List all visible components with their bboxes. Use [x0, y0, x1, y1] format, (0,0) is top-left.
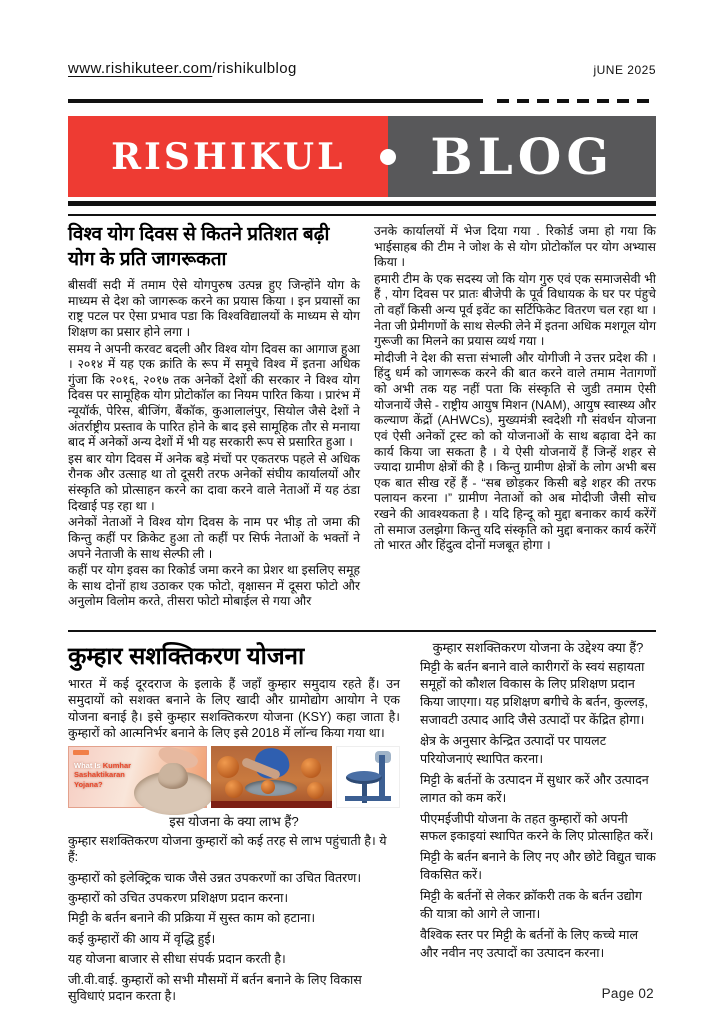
rule-dashed	[497, 99, 656, 103]
rule-thick	[68, 201, 656, 206]
clay-pot-shape	[301, 758, 321, 778]
article-yoga-day-title: विश्व योग दिवस से कितने प्रतिशत बढ़ी योग के प्रति जागरूकता	[68, 224, 330, 271]
article-kumhar-intro: भारत में कई दूरदराज के इलाके हैं जहाँ कुम्हार समुदाय रहते हैं। उन समुदायों को सशक्त बनाने के लिए खादी और ग्रामोद्योग आयोग ने एक योजना बनाई है। इसे कुम्हार सशक्तिकरण योजना (KSY) कहा जाता है। कुम्हारों को आत्मनिर्भर बनाने के लिए इसे 2018 में लॉन्च किया गया था।	[68, 677, 400, 740]
article-separator-rule	[68, 630, 656, 632]
benefit-item: कई कुम्हारों की आय में वृद्धि हुई।	[68, 931, 216, 946]
header-rule	[68, 99, 656, 103]
objectives-heading: कुम्हार सशक्तिकरण योजना के उद्देश्य क्या हैं?	[432, 640, 644, 655]
clay-pot-shape	[307, 782, 324, 799]
image-overlay-title	[74, 761, 131, 789]
paragraph: बीसवीं सदी में तमाम ऐसे योगपुरुष उत्पन्न हुए जिन्होंने योग के माध्यम से देश को जागरूक करने का प्रयास किया । इन प्रयासों का राष्ट्र पटल पर ऐसा प्रभाव पडा कि विश्वविद्यालयों के माध्यम से योग शिक्षण का प्रसार होने लगा ।	[68, 278, 360, 339]
image-electric-pottery-wheel-machine	[336, 746, 400, 808]
overlay-red-text-3: Yojana?	[74, 779, 103, 789]
benefit-item: मिट्टी के बर्तन बनाने की प्रक्रिया में सुस्त काम को हटाना।	[68, 911, 316, 926]
objective-item: मिट्टी के बर्तनों से लेकर क्रॉकरी तक के बर्तन उद्योग की यात्रा को आगे ले जाना।	[420, 889, 642, 921]
clay-pot-shape	[158, 763, 188, 789]
clay-pot-shape	[217, 756, 239, 778]
masthead-banner	[68, 116, 656, 197]
objective-item: मिट्टी के बर्तन बनाने वाले कारीगरों के स्वयं सहायता समूहों को कौशल विकास के लिए प्रशिक्षण प्रदान किया जाएगा। यह प्रशिक्षण बगीचे के बर्तन, कुल्लड़, सजावटी उत्पाद आदि जैसे उत्पादों पर केंद्रित होगा।	[420, 659, 649, 728]
image-footer-strip	[211, 801, 332, 808]
url-path: /rishikulblog	[212, 60, 297, 77]
article-yoga-day-right-column	[374, 222, 656, 630]
benefit-item: जी.वी.वाई. कुम्हारों को सभी मौसमों में बर्तन बनाने के लिए विकास सुविधाएं प्रदान करता है।	[68, 972, 362, 1003]
paragraph: हमारी टीम के एक सदस्य जो कि योग गुरु एवं एक समाजसेवी भी हैं , योग दिवस पर प्रातः बीजेपी के पूर्व विधायक के घर पर पंहुचे तो वहाँ किसी अन्य पूर्व इवेंट का सर्टिफिकेट वितरण चल रहा था । नेता जी प्रेमीगणों के साथ सेल्फी लेने में इतना अधिक मशगूल योग गुरूजी का मिलने का प्रयास व्यर्थ गया ।	[374, 271, 656, 349]
objective-item: वैश्विक स्तर पर मिट्टी के बर्तनों के लिए कच्चे माल और नवीन नए उत्पादों का उत्पादन करना।	[420, 927, 639, 960]
objective-item: मिट्टी के बर्तन बनाने के लिए नए और छोटे विद्युत चाक विकसित करें।	[420, 850, 656, 883]
blog-url-link[interactable]	[68, 60, 297, 77]
masthead-blog	[388, 116, 656, 197]
image-ksy-banner	[68, 746, 207, 808]
clay-pot-shape	[225, 780, 243, 798]
objective-item: मिट्टी के बर्तनों के उत्पादन में सुधार करें और उत्पादन लागत को कम करें।	[420, 772, 649, 805]
url-domain: www.rishikuteer.com	[68, 60, 213, 77]
article-kumhar-right-column	[420, 639, 656, 979]
masthead-dot-icon	[380, 149, 396, 165]
image-potter-making-pots	[211, 746, 332, 808]
benefit-item: कुम्हारों को उचित उपकरण प्रशिक्षण प्रदान करना।	[68, 891, 289, 906]
issue-date: jUNE 2025	[593, 63, 656, 77]
objective-item: पीएमईजीपी योजना के तहत कुम्हारों को अपनी सफल इकाइयां स्थापित करने के लिए प्रोत्साहित करें।	[420, 811, 654, 844]
overlay-red-text-1: Kumhar	[102, 761, 132, 770]
benefit-item: यह योजना बाजार से सीधा संपर्क प्रदान करती है।	[68, 952, 286, 967]
objective-item: क्षेत्र के अनुसार केन्द्रित उत्पादों पर पायलट परियोजनाएं स्थापित करना।	[420, 734, 607, 766]
clay-pot-shape	[261, 780, 275, 794]
paragraph: इस बार योग दिवस में अनेक बड़े मंचों पर एकतरफ पहले से अधिक रौनक और उत्साह था तो दूसरी तरफ अनेकों संघीय कार्यालयों और संस्कृति को प्रोत्साहन करने का दावा करने वाले नेताओं में यह ठंडा दिखाई पड़ रहा था ।	[68, 451, 360, 513]
rule-solid	[68, 99, 483, 103]
paragraph: अनेकों नेताओं ने विश्व योग दिवस के नाम पर भीड़ तो जमा की किन्तु कहीं पर क्रिकेट हुआ तो कहीं पर सिर्फ नेताओं के भक्तों ने अपने नेताजी के साथ सेल्फी ली ।	[68, 515, 360, 561]
benefit-item: कुम्हारों को इलेक्ट्रिक चाक जैसे उन्नत उपकरणों का उचित वितरण।	[68, 870, 362, 885]
overlay-red-text-2: Sashaktikaran	[74, 770, 125, 780]
page-header	[68, 60, 656, 77]
benefit-item: कुम्हार सशक्तिकरण योजना कुम्हारों को कई तरह से लाभ पहुंचाती है। ये हैं:	[68, 834, 387, 865]
paragraph: कहीं पर योग इवस का रिकोर्ड जमा करने का प्रेशर था इसलिए समूह के साथ दोनों हाथ उठाकर एक फोटो, वृक्षासन में दूसरा फोटो और अनुलोम विलोम करते, तीसरा फोटो मोबाईल से गया और	[68, 563, 360, 609]
paragraph: मोदीजी ने देश की सत्ता संभाली और योगीजी ने उत्तर प्रदेश की । हिंदु धर्म को जागरूक करने की बात करने वाले तमाम नेतागणों को अभी तक यह नहीं पता कि संस्कृति से जुडी तमाम ऐसी योजनायें जैसे - राष्ट्रीय आयुष मिशन (NAM), आयुष स्वास्थ्य और कल्याण केंद्रों (AHWCs), मुख्यमंत्री स्वदेशी गौ संवर्धन योजना एवं ऐसी अनेकों ट्रस्ट को को योजनाओं के साथ बढ़ावा देने का कार्य किया जा सकता है । ये ऐसी योजनायें हैं जिन्हें शहर से ज्यादा ग्रामीण क्षेत्रों की है । किन्तु ग्रामीण क्षेत्रों के लोग अभी बस एक बात सीख रहें हैं - “सब छोड़कर किसी बड़े शहर की तरफ पलायन करना ।” ग्रामीण नेताओं को अब मोदीजी जैसी सोच रखने की आवश्यकता है । यदि हिन्दू को मुद्दा बनाकर कार्य करेंगें तो समाज उलझेगा किन्तु यदि संस्कृति को मुद्दा बनाकर कार्य करेंगें तो भारत और हिंदुत्व दोनों मजबूत होगा ।	[374, 350, 656, 553]
overlay-white-text: What Is	[74, 761, 103, 770]
kvic-logo-icon	[73, 750, 89, 755]
machine-disc-shape	[346, 771, 382, 784]
masthead-rishikul-label: RISHIKUL	[111, 135, 346, 178]
paragraph: समय ने अपनी करवट बदली और विश्व योग दिवस का आगाज हुआ । २०१४ में यह एक क्रांति के रूप में समूचे विश्व में इतना अधिक गुंजा कि २०१६, २०१७ तक अनेकों देशों की सरकार ने विश्व योग दिवस पर सामूहिक योग प्रोटोकॉल का नियम पारित किया । प्रारंभ में न्यूयॉर्क, पेरिस, बीजिंग, बैंकॉक, कुआलालंपुर, सियोल जैसे देशों ने अंतर्राष्ट्रीय प्रस्ताव के पारित होने के बाद इसे सामूहिक तौर से मनाया बाद में अनेकों अन्य देशों में भी यह सरकारी रूप से प्रसारित हुआ ।	[68, 341, 360, 450]
article-kumhar-left-column	[68, 639, 400, 1003]
image-row	[68, 746, 400, 808]
rule-thin	[68, 214, 656, 216]
article-kumhar-title: कुम्हार सशक्तिकरण योजना	[68, 643, 305, 670]
article-yoga-day-left-column	[68, 222, 360, 630]
paragraph: उनके कार्यालयों में भेज दिया गया . रिकोर्ड जमा हो गया कि भाईसाहब की टीम ने जोश के से योग प्रोटोकॉल पर योग अभ्यास किया ।	[374, 224, 656, 270]
images-caption: इस योजना के क्या लाभ हैं?	[169, 814, 299, 829]
machine-base-shape	[345, 796, 391, 801]
masthead-blog-label: BLOG	[430, 127, 615, 186]
page-number: Page 02	[601, 986, 654, 1001]
article-yoga-day	[68, 222, 656, 630]
masthead-rishikul	[68, 116, 388, 197]
